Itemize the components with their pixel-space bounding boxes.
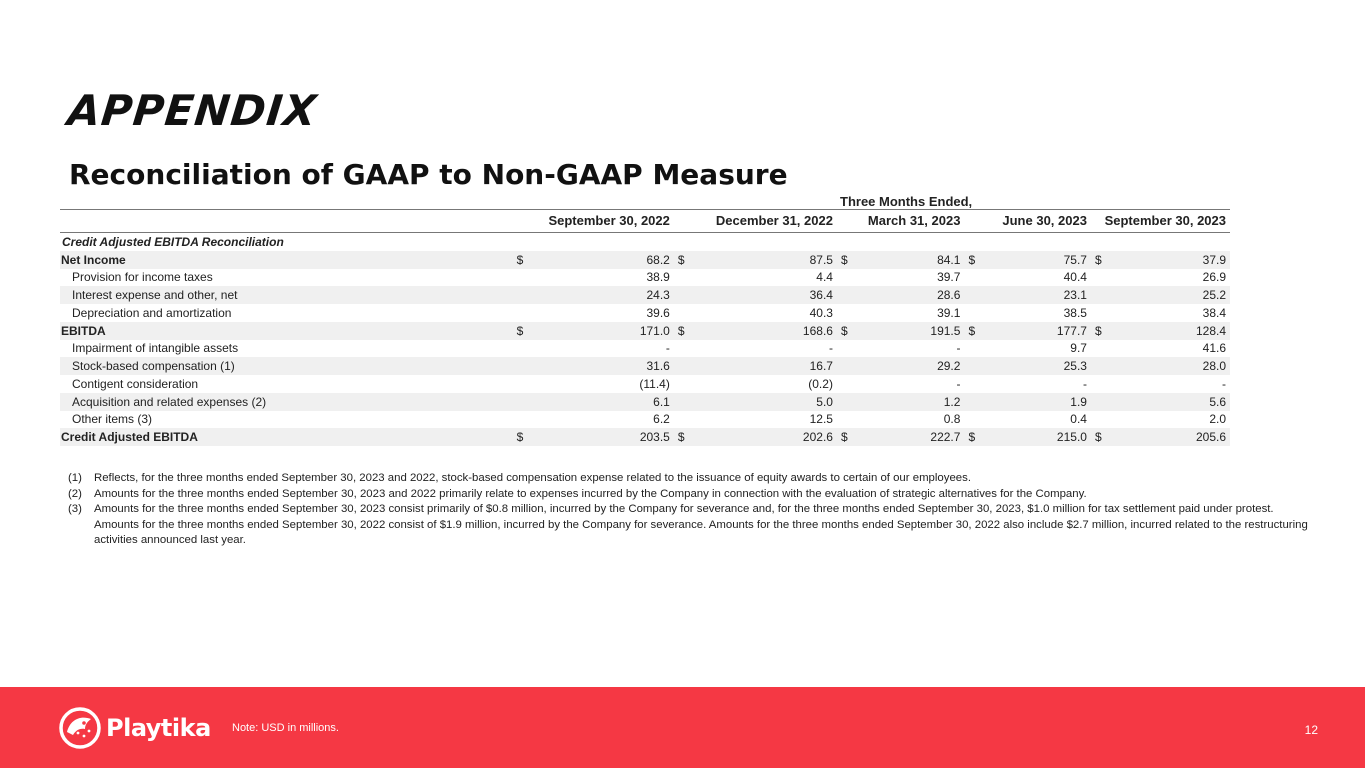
currency-symbol: $ — [964, 251, 986, 269]
cell-value: 29.2 — [859, 357, 965, 375]
currency-symbol — [837, 357, 859, 375]
page-subtitle: Reconciliation of GAAP to Non-GAAP Measure — [69, 158, 788, 191]
currency-symbol — [964, 269, 986, 287]
cell-value: 1.2 — [859, 393, 965, 411]
currency-symbol — [837, 393, 859, 411]
footnote-number: (2) — [68, 487, 82, 500]
currency-symbol: $ — [964, 428, 986, 446]
row-label: Provision for income taxes — [72, 270, 213, 285]
currency-symbol: $ — [513, 428, 535, 446]
cell-value: 2.0 — [1209, 412, 1226, 427]
cell-value: 171.0 — [534, 322, 674, 340]
cell-value: 23.1 — [986, 286, 1091, 304]
cell-value: 39.6 — [646, 305, 670, 320]
currency-symbol — [837, 375, 859, 393]
cell-value: 36.4 — [696, 286, 837, 304]
footnote-text: Reflects, for the three months ended September 30, 2023 and 2022, stock-based compensation expense related to the issuance of equity awards to certain of our employees. — [94, 472, 971, 484]
cell-value: 203.5 — [534, 428, 674, 446]
cell-value: - — [1222, 376, 1226, 391]
cell-value: 40.3 — [809, 305, 833, 320]
currency-symbol — [964, 411, 986, 429]
table-row — [60, 340, 1230, 358]
cell-value: 177.7 — [986, 322, 1091, 340]
currency-symbol: $ — [513, 322, 535, 340]
footnote — [68, 502, 1313, 549]
cell-value: 28.0 — [1113, 357, 1230, 375]
table-body — [60, 233, 1230, 447]
cheetah-icon — [58, 706, 102, 750]
footer-bar — [0, 687, 1365, 768]
currency-symbol — [837, 286, 859, 304]
currency-symbol — [513, 357, 535, 375]
row-label: Contigent consideration — [72, 376, 199, 391]
cell-value: 28.6 — [859, 286, 965, 304]
playtika-logo — [58, 706, 211, 750]
cell-value: 37.9 — [1113, 251, 1230, 269]
cell-value: 4.4 — [816, 270, 833, 285]
currency-symbol — [513, 286, 535, 304]
section-row — [60, 233, 1230, 251]
currency-symbol — [837, 340, 859, 358]
table-header-row — [60, 210, 1230, 233]
currency-symbol: $ — [1091, 428, 1113, 446]
cell-value: 1.9 — [986, 393, 1091, 411]
currency-symbol: $ — [513, 251, 535, 269]
footer-note: Note: USD in millions. — [232, 722, 339, 734]
table-row — [60, 269, 1230, 287]
row-label: Acquisition and related expenses (2) — [60, 393, 513, 411]
table-row — [60, 322, 1230, 340]
cell-value: 26.9 — [1202, 270, 1226, 285]
currency-symbol — [674, 286, 696, 304]
currency-symbol — [1091, 340, 1113, 358]
cell-value: 12.5 — [809, 412, 833, 427]
currency-symbol — [837, 304, 859, 322]
cell-value: 222.7 — [859, 428, 965, 446]
table-row — [60, 357, 1230, 375]
cell-value: 39.1 — [937, 305, 961, 320]
currency-symbol: $ — [837, 428, 859, 446]
currency-symbol — [513, 375, 535, 393]
currency-symbol — [837, 269, 859, 287]
table-row — [60, 411, 1230, 429]
currency-symbol — [1091, 375, 1113, 393]
cell-value: - — [956, 376, 961, 391]
cell-value: 75.7 — [986, 251, 1091, 269]
footnote-number: (3) — [68, 503, 82, 515]
currency-symbol — [964, 375, 986, 393]
currency-symbol — [674, 393, 696, 411]
cell-value: 84.1 — [859, 251, 965, 269]
cell-value: 5.6 — [1113, 393, 1230, 411]
currency-symbol — [1091, 393, 1113, 411]
currency-symbol — [964, 340, 986, 358]
header-label-col — [60, 210, 513, 233]
currency-symbol — [1091, 304, 1113, 322]
currency-symbol — [964, 393, 986, 411]
cell-value: 16.7 — [696, 357, 837, 375]
currency-symbol: $ — [964, 322, 986, 340]
table-row — [60, 286, 1230, 304]
column-header: March 31, 2023 — [837, 210, 964, 233]
cell-value: 38.9 — [646, 270, 670, 285]
cell-value: 41.6 — [1202, 341, 1226, 356]
currency-symbol — [513, 393, 535, 411]
currency-symbol — [1091, 269, 1113, 287]
column-header: September 30, 2022 — [513, 210, 674, 233]
cell-value: (0.2) — [808, 376, 833, 391]
table-row — [60, 393, 1230, 411]
currency-symbol — [964, 286, 986, 304]
currency-symbol — [674, 411, 696, 429]
cell-value: 191.5 — [859, 322, 965, 340]
cell-value: - — [956, 341, 961, 356]
row-label: Depreciation and amortization — [72, 305, 232, 320]
table-row — [60, 251, 1230, 269]
cell-value: 202.6 — [696, 428, 837, 446]
table-header-group: Three Months Ended, — [840, 194, 973, 209]
row-label: Interest expense and other, net — [60, 286, 513, 304]
cell-value: 38.4 — [1202, 305, 1226, 320]
row-label: Other items (3) — [72, 412, 153, 427]
currency-symbol: $ — [837, 322, 859, 340]
cell-value: 31.6 — [534, 357, 674, 375]
currency-symbol: $ — [674, 428, 696, 446]
cell-value: 24.3 — [534, 286, 674, 304]
brand-name: Playtika — [106, 714, 211, 742]
currency-symbol: $ — [1091, 251, 1113, 269]
currency-symbol — [1091, 286, 1113, 304]
footnote-text: Amounts for the three months ended September 30, 2023 consist primarily of $0.8 million, incurred by the Company for severance and, for the three months ended September 30, 2023, $1.0 million for tax settlement paid under protest. Amounts for the three months ended September 30, 2022 consist of $1.9 million, incurred by the Company for severance. Amounts for the three months ended September 30, 2022 also include $2.7 million, incurred related to the restructuring activities announced last year. — [94, 503, 1308, 546]
currency-symbol — [1091, 357, 1113, 375]
cell-value: 168.6 — [696, 322, 837, 340]
cell-value: 9.7 — [1070, 341, 1087, 356]
row-label: Impairment of intangible assets — [72, 341, 239, 356]
column-header: June 30, 2023 — [964, 210, 1091, 233]
page-title: APPENDIX — [65, 86, 320, 135]
currency-symbol — [674, 357, 696, 375]
cell-value: 0.8 — [943, 412, 961, 427]
column-header: December 31, 2022 — [674, 210, 837, 233]
cell-value: 205.6 — [1113, 428, 1230, 446]
row-label: Stock-based compensation (1) — [60, 357, 513, 375]
reconciliation-table — [60, 209, 1230, 446]
currency-symbol — [674, 304, 696, 322]
page-number: 12 — [1304, 723, 1318, 737]
footnotes — [68, 471, 1313, 549]
currency-symbol: $ — [674, 251, 696, 269]
cell-value: 40.4 — [1063, 270, 1087, 285]
currency-symbol — [513, 304, 535, 322]
cell-value: 68.2 — [534, 251, 674, 269]
footnote — [68, 471, 1313, 487]
cell-value: 38.5 — [1063, 305, 1087, 320]
cell-value: 6.2 — [653, 412, 670, 427]
cell-value: 25.2 — [1113, 286, 1230, 304]
cell-value: 5.0 — [696, 393, 837, 411]
currency-symbol: $ — [1091, 322, 1113, 340]
row-label: Credit Adjusted EBITDA — [60, 428, 513, 446]
currency-symbol — [837, 411, 859, 429]
cell-value: 0.4 — [1070, 412, 1087, 427]
footnote — [68, 487, 1313, 503]
currency-symbol: $ — [837, 251, 859, 269]
currency-symbol — [674, 375, 696, 393]
currency-symbol — [513, 411, 535, 429]
footnote-text: Amounts for the three months ended September 30, 2023 and 2022 primarily relate to expenses incurred by the Company in connection with the evaluation of strategic alternatives for the Company. — [94, 487, 1087, 500]
table-row — [60, 375, 1230, 393]
cell-value: 39.7 — [937, 270, 961, 285]
currency-symbol — [513, 269, 535, 287]
cell-value: 215.0 — [986, 428, 1091, 446]
cell-value: 128.4 — [1113, 322, 1230, 340]
cell-value: (11.4) — [639, 376, 670, 391]
cell-value: 6.1 — [534, 393, 674, 411]
currency-symbol — [674, 340, 696, 358]
column-header: September 30, 2023 — [1091, 210, 1230, 233]
row-label: Net Income — [60, 251, 513, 269]
table-row — [60, 304, 1230, 322]
section-label: Credit Adjusted EBITDA Reconciliation — [62, 234, 284, 249]
currency-symbol: $ — [674, 322, 696, 340]
footnote-number: (1) — [68, 472, 82, 484]
currency-symbol — [513, 340, 535, 358]
currency-symbol — [964, 304, 986, 322]
cell-value: - — [1082, 376, 1087, 391]
cell-value: - — [828, 341, 833, 356]
cell-value: 25.3 — [986, 357, 1091, 375]
table-row — [60, 428, 1230, 446]
currency-symbol — [674, 269, 696, 287]
cell-value: 87.5 — [696, 251, 837, 269]
cell-value: - — [665, 341, 670, 356]
currency-symbol — [1091, 411, 1113, 429]
currency-symbol — [964, 357, 986, 375]
row-label: EBITDA — [60, 322, 513, 340]
